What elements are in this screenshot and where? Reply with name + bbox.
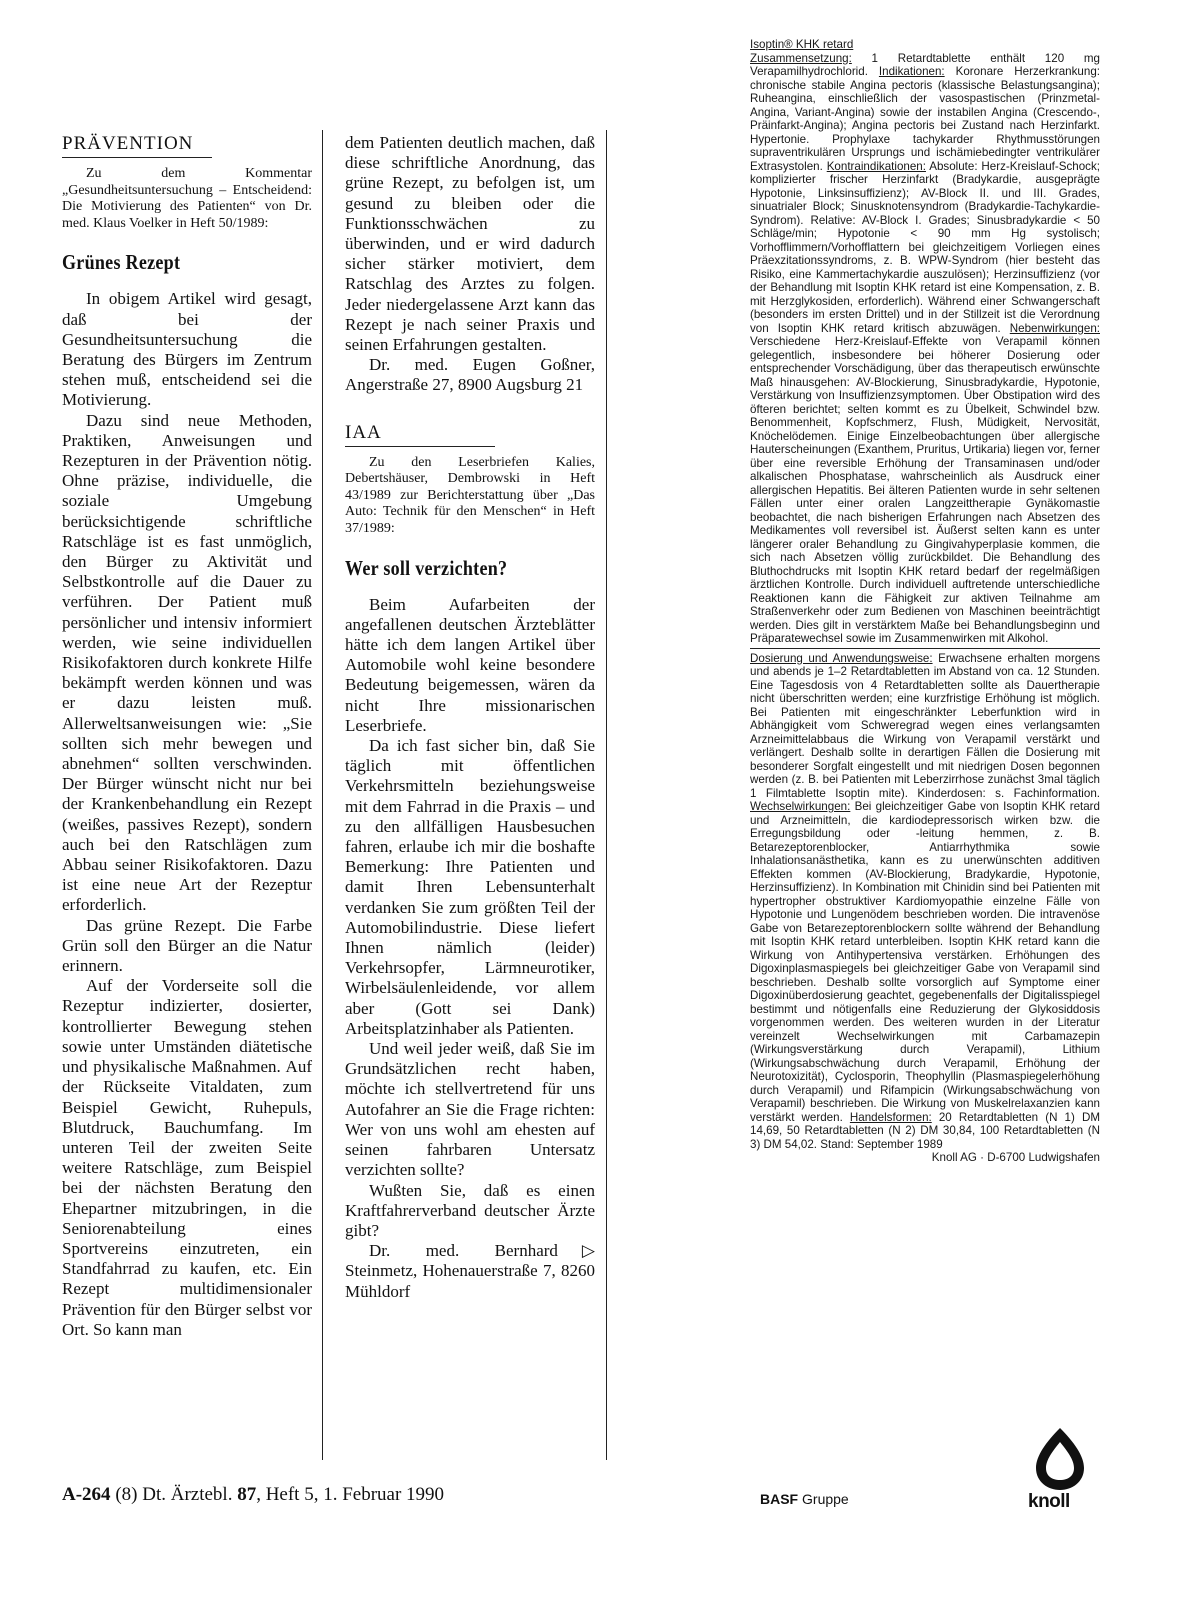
letter-body	[62, 289, 312, 1340]
letter-headline: Wer soll verzichten?	[345, 555, 508, 580]
continue-arrow-icon: ▷	[581, 1241, 595, 1261]
basf-group-label: BASF Gruppe	[760, 1491, 849, 1507]
column-iaa	[345, 133, 595, 1302]
paragraph: Das grüne Rezept. Die Farbe Grün soll den Bürger an die Natur erinnern.	[62, 915, 312, 976]
column-divider	[606, 130, 607, 1460]
page-footer: A-264 (8) Dt. Ärztebl. 87, Heft 5, 1. Februar 1990	[62, 1484, 445, 1505]
letter-intro: Zu dem Kommentar „Gesundheitsuntersuchung – Entscheidend: Die Motivierung des Patienten“ von Dr. med. Klaus Voelker in Heft 50/1989:	[62, 166, 312, 231]
product-name: Isoptin® KHK retard	[750, 38, 854, 51]
pi-block: Zusammensetzung: 1 Retardtablette enthält 120 mg Verapamilhydrochlorid. Indikationen: Koronare Herzerkrankung: chronische stabile Angina pectoris (klassische Belastungsangina); Ruheangina, einschließlich der vasospastischen (Prinzmetal-Angina, Variant-Angina) sowie der instabilen Angina (Crescendo-, Präinfarkt-Angina); Angina pectoris bei Zustand nach Herzinfarkt. Hypertonie. Prophylaxe tachykarder Rhythmusstörungen supraventrikulären Ursprungs und ischämiebedingter ventrikulärer Extrasystolen. Kontraindikationen: Absolute: Herz-Kreislauf-Schock; komplizierter frischer Herzinfarkt (Bradykardie, ausgeprägte Hypotonie, Linksinsuffizienz); AV-Block II. und III. Grades, sinuatrialer Block; Sinusknotensyndrom (Bradykardie-Tachykardie-Syndrom). Relative: AV-Block I. Grades; Sinusbradykardie < 50 Schläge/min; Hypotonie < 90 mm Hg systolisch; Vorhofflimmern/Vorhofflattern bei gleichzeitigem Vorliegen eines Präexzitationssyndroms, z. B. WPW-Syndrom (hier besteht das Risiko, eine Kammertachykardie auszulösen); Herzinsuffizienz (vor der Behandlung mit Isoptin KHK retard ist eine Kompensation, z. B. mit Herzglykosiden, erforderlich). Während einer Schwangerschaft (besonders im ersten Drittel) und in der Stillzeit ist die Verordnung von Isoptin KHK retard kritisch abzuwägen. Nebenwirkungen: Verschiedene Herz-Kreislauf-Effekte von Verapamil können gelegentlich, insbesondere bei höherer Dosierung oder entsprechender Vorschädigung, über das therapeutisch erwünschte Maß hinausgehen: AV-Blockierung, Sinusbradykardie, Hypotonie, Verstärkung von Insuffizienzsymptomen. Über Obstipation wird des öfteren berichtet; selten kommt es zu Übelkeit, Schwindel bzw. Benommenheit, Kopfschmerz, Flush, Müdigkeit, Nervosität, Knöchelödemen. Einige Einzelbeobachtungen über allergische Hauterscheinungen (Exanthem, Pruritus, Urtikaria) liegen vor, ferner über eine reversible Erhöhung der Transaminasen und/oder alkalischen Phosphatase, wahrscheinlich als Ausdruck einer allergischen Hepatitis. Bei älteren Patienten wurde in sehr seltenen Fällen unter einer oralen Langzeittherapie Gynäkomastie beobachtet, die nach bisherigen Erfahrungen nach Absetzen des Medikamentes voll reversibel ist. Äußerst selten kann es unter längerer oraler Behandlung zu Gingivahyperplasie kommen, die sich nach Absetzen völlig zurückbildet. Die Behandlung des Bluthochdrucks mit Isoptin KHK retard bedarf der regelmäßigen ärztlichen Kontrolle. Durch individuell auftretende unterschiedliche Reaktionen kann die Fähigkeit zur aktiven Teilnahme am Straßenverkehr oder zum Bedienen von Maschinen beeinträchtigt werden. Dies gilt in verstärktem Maße bei Behandlungsbeginn und Präparatewechsel sowie im Zusammenwirken mit Alkohol.	[750, 51, 1100, 645]
column-praevention	[62, 133, 312, 1340]
knoll-wordmark: knoll	[1028, 1491, 1070, 1512]
page-reference: A-264	[62, 1484, 111, 1505]
paragraph: Da ich fast sicher bin, daß Sie täglich mit öffentlichen Verkehrsmitteln beziehungsweise mit dem Fahrrad in die Praxis – und zu den allfälligen Hausbesuchen fahren, erlaube ich mir die boshafte Bemerkung: Ihre Patienten und damit Ihren Lebensunterhalt verdanken Sie zum größten Teil der Automobilindustrie. Diese liefert Ihnen nämlich (leider) Verkehrsopfer, Lärmneurotiker, Wirbelsäulenleidende, vor allem aber (Gott sei Dank) Arbeitsplatzinhaber als Patienten.	[345, 736, 595, 1038]
pi-divider	[750, 648, 1100, 649]
letter-body-continued	[345, 133, 595, 355]
section-heading: PRÄVENTION	[62, 133, 212, 158]
section-heading: IAA	[345, 422, 495, 447]
paragraph: Wußten Sie, daß es einen Kraftfahrerverband deutscher Ärzte gibt?	[345, 1180, 595, 1240]
paragraph: dem Patienten deutlich machen, daß diese schriftliche Anordnung, das grüne Rezept, zu befolgen ist, um gesund zu bleiben oder die Funktionsschwächen zu überwinden, und er wird dadurch sicher stärker motiviert, dem Ratschlag des Arztes zu folgen. Jeder niedergelassene Arzt kann das Rezept je nach seiner Praxis und seinen Erfahrungen gestalten.	[345, 133, 595, 355]
paragraph: Beim Aufarbeiten der angefallenen deutschen Ärzteblätter hätte ich dem langen Artikel über Automobile wohl keine besondere Bedeutung beigemessen, wären da nicht Ihre missionarischen Leserbriefe.	[345, 594, 595, 735]
letter-headline: Grünes Rezept	[62, 250, 181, 275]
paragraph: Auf der Vorderseite soll die Rezeptur indizierter, dosierter, kontrollierter Bewegung stehen sowie unter Umständen diätetische und physikalische Maßnahmen. Auf der Rückseite Vitaldaten, zum Beispiel Gewicht, Ruhepuls, Blutdruck, Bauchumfang. Im unteren Teil der zweiten Seite weitere Ratschläge, zum Beispiel bei der nächsten Beratung den Ehepartner mitzubringen, in die Seniorenabteilung eines Sportvereins einzutreten, ein Standfahrrad zu kaufen, etc. Ein Rezept multidimensionaler Prävention für den Bürger selbst vor Ort. So kann man	[62, 976, 312, 1339]
paragraph: In obigem Artikel wird gesagt, daß bei der Gesundheitsuntersuchung die Beratung des Bürgers im Zentrum stehen muß, entscheidend sei die Motivierung.	[62, 289, 312, 410]
paragraph: Und weil jeder weiß, daß Sie im Grundsätzlichen recht haben, möchte ich stellvertretend für uns Autofahrer an Sie die Frage richten: Wer von uns wohl am ehesten auf seinen fahrbaren Untersatz verzichten sollte?	[345, 1039, 595, 1180]
pi-block: Dosierung und Anwendungsweise: Erwachsene erhalten morgens und abends je 1–2 Retardtabletten im Abstand von ca. 12 Stunden. Eine Tagesdosis von 4 Retardtabletten sollte als Dauertherapie nicht überschritten werden; eine kurzfristige Erhöhung ist möglich. Bei Patienten mit eingeschränkter Leberfunktion wird in Abhängigkeit vom Schweregrad wegen eines verlangsamten Arzneimittelabbaus die Wirkung von Verapamil verstärkt und verlängert. Deshalb sollte in derartigen Fällen die Dosierung mit besonderer Sorgfalt eingestellt und mit niedrigen Dosen begonnen werden (z. B. bei Patienten mit Leberzirrhose zunächst 3mal täglich 1 Filmtablette Isoptin mite). Kinderdosen: s. Fachinformation. Wechselwirkungen: Bei gleichzeitiger Gabe von Isoptin KHK retard und Arzneimitteln, die kardiodepressorisch wirken bzw. die Erregungsbildung oder -leitung hemmen, z. B. Betarezeptorenblocker, Antiarrhythmika sowie Inhalationsanästhetika, kann es zu unerwünschten additiven Effekten kommen (AV-Blockierung, Bradykardie, Hypotonie, Herzinsuffizienz). In Kombination mit Chinidin sind bei Patienten mit hypertropher obstruktiver Kardiomyopathie einzelne Fälle von Hypotonie und Lungenödem beschrieben worden. Die intravenöse Gabe von Betarezeptorenblockern sollte während der Behandlung mit Isoptin KHK retard unterbleiben. Isoptin KHK retard kann die Wirkung von Antihypertensiva verstärken. Erhöhungen des Digoxinplasmaspiegels bei gleichzeitiger Gabe von Verapamil sind beschrieben. Deshalb sollte vorsorglich auf Symptome einer Digoxinüberdosierung geachtet, gegebenenfalls der Digitalisspiegel bestimmt und nötigenfalls eine Reduzierung der Glykosiddosis vorgenommen werden. Des weiteren wurden in der Literatur vereinzelt Wechselwirkungen mit Carbamazepin (Wirkungsverstärkung durch Verapamil), Lithium (Wirkungsabschwächung durch Verapamil, Erhöhung der Neurotoxizität), Cyclosporin, Theophyllin (Plasmaspiegelerhöhung durch Verapamil) und Rifampicin (Wirkungsabschwächung von Verapamil) beschrieben. Die Wirkung von Muskelrelaxanzien kann verstärkt werden. Handelsformen: 20 Retardtabletten (N 1) DM 14,69, 50 Retardtabletten (N 2) DM 30,84, 100 Retardtabletten (N 3) DM 54,02. Stand: September 1989	[750, 651, 1100, 1151]
paragraph: Dazu sind neue Methoden, Praktiken, Anweisungen und Rezepturen in der Prävention nötig. Ohne präzise, individuelle, die soziale Umgebung berücksichtigende schriftliche Ratschläge ist es fast unmöglich, den Bürger zu Aktivität und Selbstkontrolle auf die Dauer zu verführen. Der Patient muß persönlicher und intensiv informiert werden, wie seine individuellen Risikofaktoren durch konkrete Hilfe bekämpft werden können und was er dazu leisten muß. Allerweltsanweisungen wie: „Sie sollten sich mehr bewegen und abnehmen“ sollten verschwinden. Der Bürger wünscht nicht nur bei der Krankenbehandlung ein Rezept (weißes, passives Rezept), sondern auch bei den Ratschlägen zum Abbau seiner Risikofaktoren. Dazu ist eine neue Art der Rezeptur erforderlich.	[62, 410, 312, 915]
letter-signature: Dr. med. Eugen Goßner, Angerstraße 27, 8900 Augsburg 21	[345, 355, 595, 395]
letter-signature: ▷ Dr. med. Bernhard Steinmetz, Hohenauerstraße 7, 8260 Mühldorf	[345, 1241, 595, 1301]
letter-intro: Zu den Leserbriefen Kalies, Debertshäuser, Dembrowski in Heft 43/1989 zur Berichterstattung über „Das Auto: Technik für den Menschen“ in Heft 37/1989:	[345, 454, 595, 537]
product-information	[750, 38, 1100, 1165]
column-divider	[322, 130, 323, 1460]
letter-body	[345, 595, 595, 1242]
company-address: Knoll AG · D-6700 Ludwigshafen	[931, 1151, 1100, 1164]
